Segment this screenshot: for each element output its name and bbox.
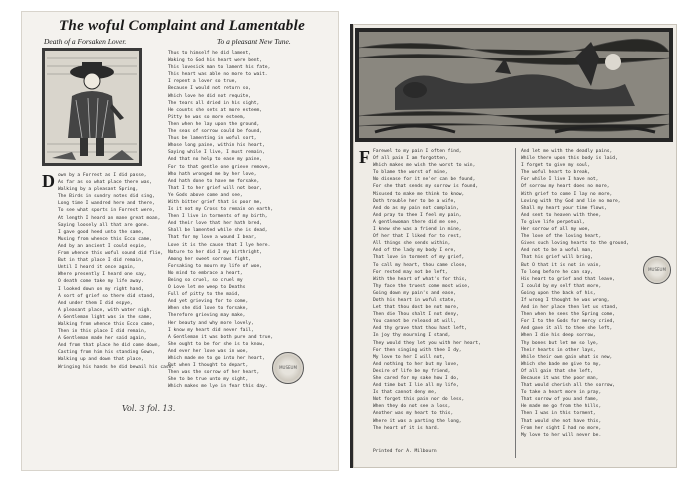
verse-line: Walking from whence this Ecco came,	[58, 321, 155, 327]
verse-line: Thus to himself he did lament,	[168, 51, 251, 56]
verse-line: Then when he lay upon the ground,	[168, 121, 260, 127]
verse-line: Saying while I live, I must remain,	[168, 150, 265, 156]
verse-line: Therefore grieving may make,	[168, 313, 246, 319]
verse-line: She ought to be for she is to know,	[168, 341, 265, 347]
verse-line: Doth his heart in woful state,	[373, 297, 456, 303]
verse-line: You cannot be releasd at will,	[373, 319, 456, 325]
stamp-label: MUSEUM	[648, 267, 666, 273]
ballad-title: The woful Complaint and Lamentable	[58, 18, 306, 34]
verse-line: Then in this place I did remain,	[58, 329, 147, 335]
verse-line: For then singing with thee I dy,	[373, 347, 462, 353]
ballad-subtitle: Death of a Forsaken Lover.	[44, 37, 127, 46]
verse-line: Her sorrow of all my woe,	[521, 227, 591, 233]
verse-line: A gentlewoman there did me see,	[373, 219, 459, 225]
verse-line: Gives such loving hearts to the ground,	[521, 241, 629, 247]
verse-line: I could by my self that more,	[521, 283, 602, 289]
verse-line: Then I live in torments of my birth,	[168, 214, 268, 220]
museum-stamp	[643, 256, 671, 284]
verse-line: And do as my pain not complain,	[373, 205, 459, 211]
verse-line: Musing from whence this Ecco came,	[58, 236, 153, 242]
verse-line: That would she not have this,	[521, 418, 602, 424]
verse-line: The woful heart to break,	[521, 170, 591, 176]
verse-line: Pitty he was so more esteem,	[168, 114, 246, 120]
right-page-column-two	[521, 148, 671, 462]
verse-line: Misused to make me think to know,	[373, 191, 465, 197]
verse-line: And from that place he did come down,	[58, 343, 161, 349]
verse-line: I looked down on my right hand,	[58, 286, 144, 292]
verse-line: Is it not my Cross to remain on earth,	[168, 207, 274, 213]
verse-line: Who hath wronged me by her love,	[168, 171, 257, 177]
verse-line: And ever her love was in woe,	[168, 348, 249, 354]
verse-line: She cared for my sake how I do,	[373, 376, 459, 381]
verse-line: To call my heart, thou came close,	[373, 262, 468, 268]
verse-line: own by a Forrest as I did passe,	[58, 173, 147, 178]
verse-line: Which makes me wish the worst to win,	[373, 163, 476, 169]
tune-line: To a pleasant New Tune.	[217, 37, 291, 46]
verse-line: They would they let you with her heart,	[373, 340, 481, 346]
verse-line: Of all gain that she left,	[521, 368, 593, 374]
verse-line: Forsaking to mourn my life of woe,	[168, 263, 263, 269]
woodcut-death-scene	[355, 28, 673, 142]
verse-line: His heart to grief and that leave,	[521, 276, 616, 282]
verse-line: Farewel to my pain I often find,	[373, 149, 462, 154]
verse-line: I forget to give my soul,	[521, 163, 591, 169]
verse-line: Going upon the back of his,	[521, 290, 596, 296]
verse-line: And pray to thee I feel my pain,	[373, 212, 462, 218]
verse-line: Thy bones but let me so lye,	[521, 340, 599, 346]
verse-line: To blame the worst of mine,	[373, 170, 448, 176]
verse-line: The tears all dried in his sight,	[168, 100, 260, 106]
verse-line: All things she sends within,	[373, 241, 451, 247]
verse-line: Wringing his hands he did bewail his case.	[58, 364, 175, 370]
verse-line: And not to be a woful man,	[521, 248, 593, 254]
verse-line: He made me go from the hills,	[521, 404, 602, 410]
verse-line: For to that gentle one grieve remove,	[168, 164, 271, 170]
verse-line: Being so cruel, so cruel my	[168, 278, 243, 283]
verse-line: From whence this woful sound did flie,	[58, 251, 164, 257]
verse-line: Is that cannot deny me,	[373, 390, 437, 396]
column-divider	[515, 148, 516, 458]
verse-line: Not forget this pain nor do less,	[373, 397, 465, 403]
colophon	[373, 448, 513, 458]
verse-line: Doth trouble her to be a wife,	[373, 198, 456, 204]
stamp-label: MUSEUM	[279, 365, 297, 370]
verse-line: A Gentleman made her said again,	[58, 336, 147, 342]
verse-line: A Gentleman light was in the same,	[58, 314, 153, 320]
verse-line: Going down my pain's and ease,	[373, 290, 456, 296]
left-page-column-two	[168, 50, 320, 464]
verse-line: I know my heart did never fail,	[168, 327, 254, 333]
verse-line: A sort of grief so there did stand,	[58, 293, 155, 299]
verse-line: Saying loosely all that are gone.	[58, 222, 150, 228]
verse-line: This heart was able no more to wait.	[168, 72, 268, 78]
verse-line: And time but I lie all my life,	[373, 383, 459, 389]
verse-line: Which made me to go into her heart,	[168, 356, 265, 362]
verse-line: For rested may not be left,	[373, 269, 448, 275]
verse-line: Because I would not return so,	[168, 86, 251, 92]
verse-line: A pleasant place, with water nigh.	[58, 307, 153, 313]
verse-line: But in that place I did remain,	[58, 258, 144, 264]
verse-line: Whose long paine, within his heart,	[168, 143, 265, 149]
verse-line: And under them I did espye,	[58, 300, 133, 306]
verse-line: Nature to her did I my birthright,	[168, 249, 263, 255]
verse-line: The love of the loving heart,	[521, 234, 602, 240]
verse-line: Loving with thy God and lie no more,	[521, 198, 621, 204]
verse-line: And hath done to have me forsake,	[168, 178, 260, 184]
verse-line: To long before he can say,	[521, 269, 593, 275]
verse-line: A Gentleman it was both pure and true,	[168, 334, 274, 340]
verse-line: And gave it all to thee she left,	[521, 326, 613, 332]
verse-line: Casting from him his standing Gown,	[58, 350, 155, 356]
verse-line: And yet grieving for to come,	[168, 299, 249, 305]
drop-cap: D	[42, 171, 55, 191]
verse-line: But when I thought to depart,	[168, 363, 249, 369]
right-page-column-one	[373, 148, 513, 444]
verse-line: In joy thy mourning I stand,	[373, 333, 451, 339]
verse-line: Because it was the poor man,	[521, 376, 599, 381]
verse-line: I gave good heed unto the same,	[58, 229, 144, 235]
verse-line: Which love he did not requite,	[168, 93, 251, 99]
drop-cap: F	[359, 147, 370, 167]
verse-line: Let that thou dost be not more,	[373, 305, 459, 311]
handwritten-note: Vol. 3 fol. 13.	[122, 404, 176, 413]
verse-line: And in her place then let us stand,	[521, 305, 618, 311]
verse-line: That would cherish all the sorrow,	[521, 383, 616, 389]
verse-line: If wrong I thought he was wrong,	[521, 297, 610, 303]
verse-line: For she that sends my sorrow is found,	[373, 184, 479, 190]
verse-line: Her beauty and why more lovely,	[168, 320, 254, 326]
verse-line: Of her that I liked for to rest,	[373, 234, 462, 240]
woodcut-portrait	[42, 48, 142, 166]
left-page-column-one	[58, 172, 175, 462]
verse-line: Walking up and down that place,	[58, 357, 144, 363]
verse-line: Desire of life be my friend,	[373, 368, 451, 374]
verse-line: Then I was in this torment,	[521, 411, 596, 417]
verse-line: And nothing to her but my love,	[373, 361, 459, 367]
verse-line: Where presently I heard one say,	[58, 272, 147, 278]
verse-line: He counts she sets at more esteem,	[168, 107, 263, 113]
verse-line: When she did love to forsake,	[168, 306, 249, 312]
verse-line: Then die Thou shalt I not deny,	[373, 312, 459, 318]
verse-line: Of sorrow my heart does no more,	[521, 184, 610, 190]
verse-line: With bitter grief that is poor me,	[168, 199, 263, 205]
verse-line: That love in torment of my grief,	[373, 255, 465, 261]
verse-line: And let me with the deadly pains,	[521, 149, 613, 154]
verse-line: For while I live I have not,	[521, 177, 599, 183]
verse-line: Which makes me lye in fear this day.	[168, 384, 268, 390]
verse-line: Where it was a parting the long,	[373, 418, 462, 424]
verse-line: No disease for it ne'er can be found,	[373, 177, 476, 183]
verse-line: To take a heart more in pray,	[521, 390, 602, 396]
verse-line: I repent a lover so true,	[168, 79, 238, 85]
right-ballad-page	[350, 24, 677, 468]
verse-line: To see what sports in Forrest were,	[58, 208, 155, 214]
verse-line: O Love let me weep to Deaths	[168, 285, 246, 291]
verse-line: Long time I wandred here and there,	[58, 201, 155, 207]
printer-line: Printed for A. Milbourn	[373, 449, 437, 454]
verse-line: Among her sweet sorrows fight,	[168, 256, 251, 262]
verse-line: And their love that her hath bred,	[168, 221, 263, 227]
verse-line: And that no help to ease my paine,	[168, 157, 263, 163]
verse-line: O death come take my life away.	[58, 279, 144, 285]
verse-line: At length I heard an mane great moan,	[58, 215, 161, 221]
verse-line: Then was the sorrow of her heart,	[168, 370, 260, 376]
verse-line: When they do not see a loss,	[373, 404, 451, 410]
verse-line: But O that it is not in vain,	[521, 262, 602, 268]
verse-line: That sorrow of you and fame,	[521, 397, 599, 403]
verse-line: No mind to embrace a heart,	[168, 270, 243, 276]
verse-line: My love to her will never be.	[521, 432, 602, 438]
verse-line: That I to her grief will not bear,	[168, 185, 263, 191]
verse-line: Until I heard it once again,	[58, 265, 136, 271]
verse-line: That his grief will bring,	[521, 255, 593, 261]
verse-line: Another was my heart to this,	[373, 411, 454, 417]
verse-line: For I to the Gods for mercy cried,	[521, 319, 616, 325]
verse-line: And thy grave that thou hast left,	[373, 326, 468, 332]
verse-line: Of all pain I am forgotten,	[373, 156, 448, 162]
verse-line: With the heart of what's for this,	[373, 276, 468, 282]
verse-line: Waking to God his heart were bent,	[168, 58, 263, 64]
verse-line: Thy face the truest come most wise,	[373, 283, 470, 289]
verse-line: Love it is the cause that I lye here.	[168, 242, 271, 248]
verse-line: I knew she was a friend in mine,	[373, 227, 462, 233]
verse-line: And of the lady my body I ere,	[373, 248, 456, 254]
verse-line: My love to her I will not,	[373, 354, 445, 360]
verse-line: To give life perpetual,	[521, 219, 585, 225]
verse-line: Thus be lamenting in woful sort,	[168, 136, 257, 142]
verse-line: Full of pitty to the maid,	[168, 292, 240, 298]
verse-line: While there upon this body is laid,	[521, 156, 618, 162]
verse-line: From her sight I had no more,	[521, 425, 602, 431]
verse-line: With grief to come I lay no more,	[521, 191, 613, 197]
verse-line: The seas of sorrow could be found,	[168, 129, 263, 135]
left-ballad-page	[22, 12, 338, 470]
verse-line: When I die his deep sorrow,	[521, 333, 596, 339]
verse-line: While their own gain what is new,	[521, 354, 613, 360]
verse-line: Ye Gods above come and see,	[168, 192, 243, 198]
verse-line: That for my love a wound I bear,	[168, 235, 257, 241]
verse-line: And by an ancient I could espie,	[58, 243, 147, 249]
verse-line: And sent to heaven with thee,	[521, 212, 602, 218]
verse-line: Their hearts in other lays,	[521, 347, 596, 353]
verse-line: She to be true unto my sight,	[168, 377, 249, 383]
verse-line: The Birds in sundry notes did sing,	[58, 194, 155, 200]
verse-line: Shall be lamented while she is dead,	[168, 228, 268, 234]
verse-line: This lovesick man to lament his fate,	[168, 65, 271, 71]
verse-line: As far as so what place there was,	[58, 180, 153, 186]
verse-line: Then when he sees the Spring come,	[521, 312, 616, 318]
verse-line: Shall my heart your time flows,	[521, 205, 607, 211]
verse-line: Which she bade me give to my,	[521, 361, 602, 367]
museum-stamp	[272, 352, 304, 384]
verse-line: The heart of it is hard.	[373, 425, 440, 431]
verse-line: Walking by a pleasant Spring,	[58, 187, 139, 193]
